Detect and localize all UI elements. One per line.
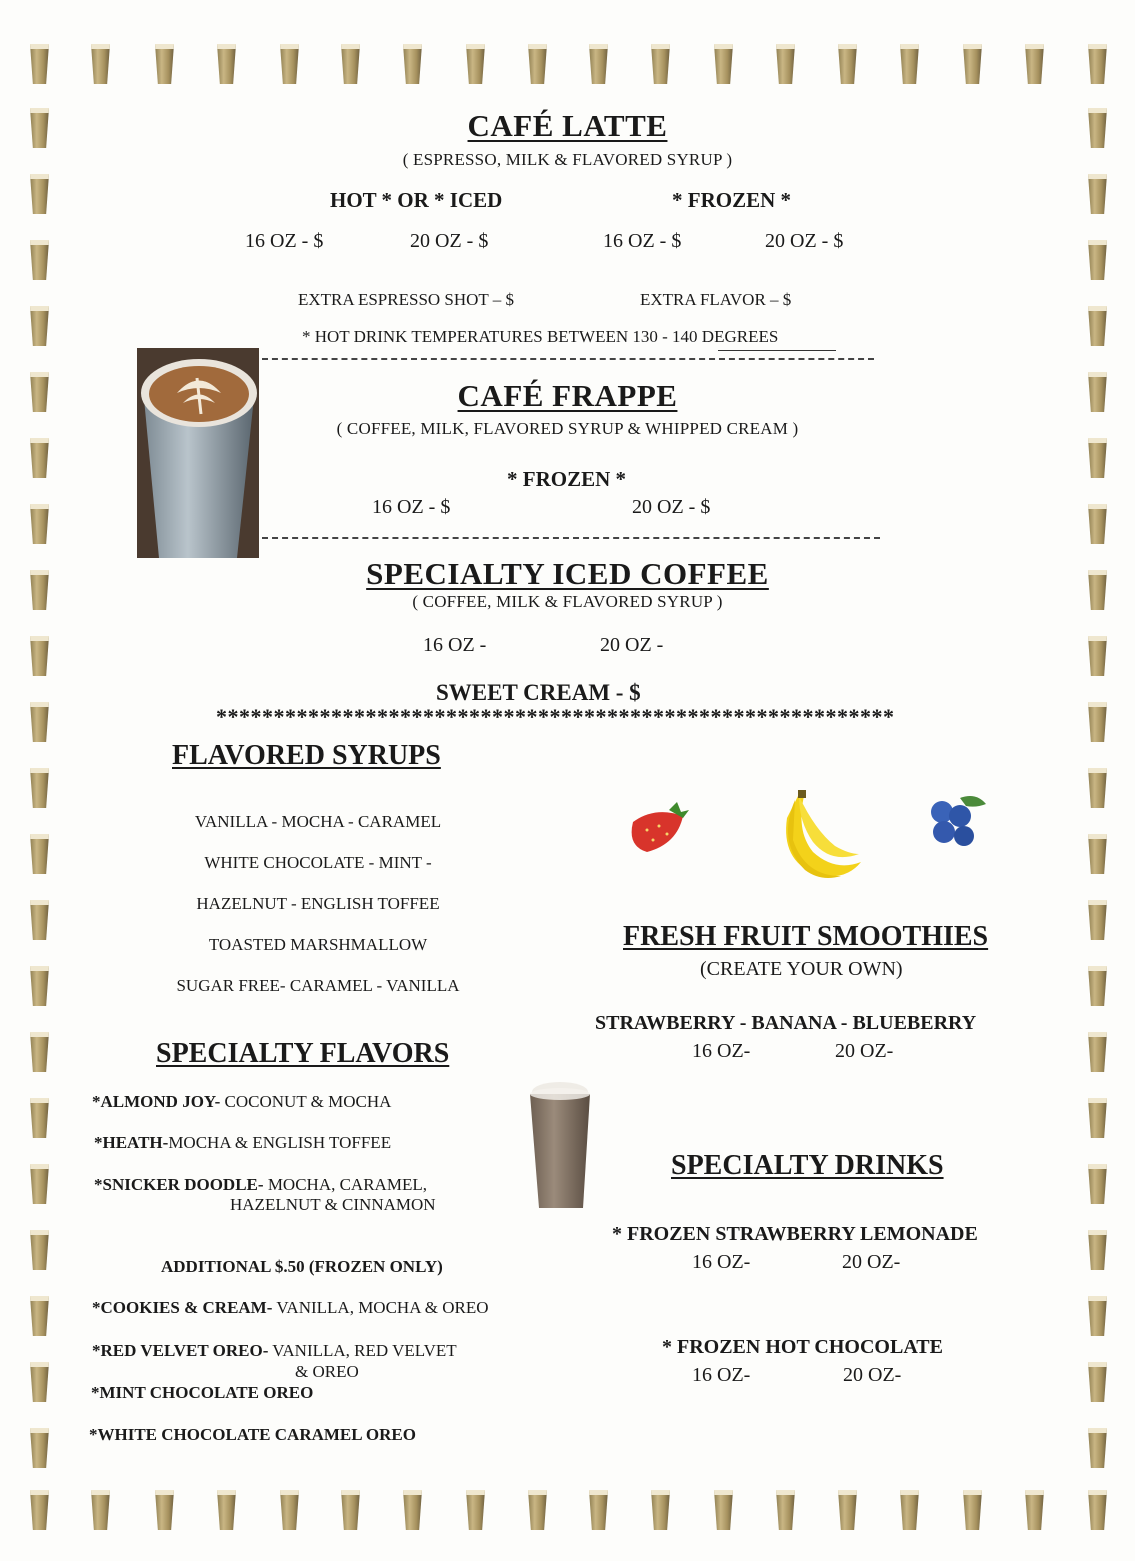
coffee-cup-icon bbox=[651, 1490, 670, 1530]
syrup-line: VANILLA - MOCHA - CARAMEL bbox=[194, 812, 442, 831]
coffee-cup-icon bbox=[776, 1490, 795, 1530]
frappe-16: 16 OZ - $ bbox=[372, 496, 451, 518]
coffee-cup-icon bbox=[30, 702, 49, 742]
coffee-cup-icon bbox=[963, 44, 982, 84]
latte-hot-20: 20 OZ - $ bbox=[410, 230, 489, 252]
coffee-cup-icon bbox=[1088, 1230, 1107, 1270]
coffee-cup-icon bbox=[30, 834, 49, 874]
frappe-cup-photo bbox=[525, 1080, 595, 1210]
coffee-cup-icon bbox=[341, 1490, 360, 1530]
latte-frozen-16: 16 OZ - $ bbox=[603, 230, 682, 252]
hot-chocolate-16: 16 OZ- bbox=[692, 1364, 751, 1386]
coffee-cup-icon bbox=[30, 966, 49, 1006]
temperature-underline bbox=[718, 350, 836, 351]
lemonade-16: 16 OZ- bbox=[692, 1251, 751, 1273]
extra-flavor: EXTRA FLAVOR – $ bbox=[640, 290, 792, 309]
flavor-snicker-doodle: *SNICKER DOODLE- MOCHA, CARAMEL, bbox=[94, 1175, 427, 1194]
coffee-cup-icon bbox=[30, 1428, 49, 1468]
coffee-cup-icon bbox=[30, 1164, 49, 1204]
syrups-title: FLAVORED SYRUPS bbox=[172, 740, 441, 771]
coffee-cup-icon bbox=[30, 768, 49, 808]
coffee-cup-icon bbox=[30, 306, 49, 346]
latte-hot-16: 16 OZ - $ bbox=[245, 230, 324, 252]
additional-charge: ADDITIONAL $.50 (FROZEN ONLY) bbox=[161, 1257, 443, 1276]
coffee-cup-icon bbox=[91, 1490, 110, 1530]
coffee-cup-icon bbox=[900, 1490, 919, 1530]
coffee-cup-icon bbox=[1088, 174, 1107, 214]
coffee-cup-icon bbox=[403, 1490, 422, 1530]
coffee-cup-icon bbox=[900, 44, 919, 84]
coffee-cup-icon bbox=[528, 44, 547, 84]
coffee-cup-icon bbox=[466, 44, 485, 84]
coffee-cup-icon bbox=[1088, 900, 1107, 940]
frappe-frozen-label: * FROZEN * bbox=[507, 467, 627, 491]
coffee-cup-icon bbox=[30, 174, 49, 214]
coffee-cup-icon bbox=[280, 1490, 299, 1530]
coffee-cup-icon bbox=[30, 636, 49, 676]
coffee-cup-icon bbox=[1088, 1098, 1107, 1138]
flavor-white-chocolate-caramel-oreo: *WHITE CHOCOLATE CARAMEL OREO bbox=[89, 1425, 416, 1444]
strawberry-icon bbox=[625, 800, 691, 856]
coffee-cup-icon bbox=[1088, 834, 1107, 874]
coffee-cup-icon bbox=[776, 44, 795, 84]
coffee-cup-icon bbox=[589, 1490, 608, 1530]
iced-16: 16 OZ - bbox=[423, 634, 487, 656]
specialty-flavors-title: SPECIALTY FLAVORS bbox=[156, 1038, 450, 1069]
divider-1 bbox=[262, 358, 874, 360]
iced-coffee-title: SPECIALTY ICED COFFEE bbox=[366, 556, 769, 591]
coffee-cup-icon bbox=[341, 44, 360, 84]
coffee-cup-icon bbox=[1088, 504, 1107, 544]
star-separator: *********************************************************** bbox=[216, 704, 895, 729]
specialty-drinks-title: SPECIALTY DRINKS bbox=[671, 1150, 944, 1181]
coffee-cup-icon bbox=[30, 1296, 49, 1336]
flavor-mint-chocolate-oreo: *MINT CHOCOLATE OREO bbox=[91, 1383, 314, 1402]
coffee-cup-icon bbox=[30, 1032, 49, 1072]
syrup-line: TOASTED MARSHMALLOW bbox=[208, 935, 428, 954]
coffee-cup-icon bbox=[714, 44, 733, 84]
coffee-cup-icon bbox=[403, 44, 422, 84]
coffee-cup-icon bbox=[1088, 240, 1107, 280]
coffee-cup-icon bbox=[155, 1490, 174, 1530]
syrup-line: WHITE CHOCOLATE - MINT - bbox=[204, 853, 432, 872]
coffee-cup-icon bbox=[30, 504, 49, 544]
latte-frozen-label: * FROZEN * bbox=[672, 188, 792, 212]
hot-chocolate-20: 20 OZ- bbox=[843, 1364, 902, 1386]
coffee-cup-icon bbox=[280, 44, 299, 84]
flavor-red-velvet-oreo: *RED VELVET OREO- VANILLA, RED VELVET bbox=[92, 1341, 457, 1360]
coffee-cup-icon bbox=[1088, 1428, 1107, 1468]
coffee-cup-icon bbox=[1088, 636, 1107, 676]
coffee-cup-icon bbox=[1088, 1032, 1107, 1072]
flavor-heath: *HEATH-MOCHA & ENGLISH TOFFEE bbox=[94, 1133, 392, 1152]
coffee-cup-icon bbox=[91, 44, 110, 84]
coffee-cup-icon bbox=[1088, 44, 1107, 84]
coffee-cup-icon bbox=[30, 44, 49, 84]
sweet-cream: SWEET CREAM - $ bbox=[436, 680, 641, 705]
coffee-cup-icon bbox=[30, 1098, 49, 1138]
coffee-cup-icon bbox=[1088, 1164, 1107, 1204]
coffee-cup-icon bbox=[589, 44, 608, 84]
smoothies-title: FRESH FRUIT SMOOTHIES bbox=[623, 921, 989, 952]
latte-frozen-20: 20 OZ - $ bbox=[765, 230, 844, 252]
coffee-cup-icon bbox=[838, 1490, 857, 1530]
frappe-20: 20 OZ - $ bbox=[632, 496, 711, 518]
coffee-cup-icon bbox=[1025, 1490, 1044, 1530]
flavor-almond-joy: *ALMOND JOY- COCONUT & MOCHA bbox=[92, 1092, 392, 1111]
iced-coffee-subtitle: ( COFFEE, MILK & FLAVORED SYRUP ) bbox=[412, 592, 723, 611]
flavor-cookies-cream: *COOKIES & CREAM- VANILLA, MOCHA & OREO bbox=[92, 1298, 489, 1317]
coffee-cup-icon bbox=[1088, 768, 1107, 808]
coffee-cup-icon bbox=[1088, 1362, 1107, 1402]
coffee-cup-icon bbox=[155, 44, 174, 84]
smoothies-subtitle: (CREATE YOUR OWN) bbox=[700, 958, 903, 980]
smoothie-16: 16 OZ- bbox=[692, 1040, 751, 1062]
divider-2 bbox=[262, 537, 880, 539]
frappe-title: CAFÉ FRAPPE bbox=[457, 378, 678, 413]
latte-title: CAFÉ LATTE bbox=[467, 108, 668, 143]
lemonade-20: 20 OZ- bbox=[842, 1251, 901, 1273]
red-velvet-cont: & OREO bbox=[295, 1362, 359, 1381]
syrup-line: HAZELNUT - ENGLISH TOFFEE bbox=[196, 894, 440, 913]
coffee-cup-icon bbox=[1088, 966, 1107, 1006]
latte-subtitle: ( ESPRESSO, MILK & FLAVORED SYRUP ) bbox=[402, 150, 733, 169]
coffee-cup-icon bbox=[1088, 306, 1107, 346]
coffee-cup-icon bbox=[1025, 44, 1044, 84]
syrups-list bbox=[148, 812, 488, 1017]
coffee-cup-icon bbox=[30, 1362, 49, 1402]
coffee-cup-icon bbox=[30, 900, 49, 940]
snicker-doodle-cont: HAZELNUT & CINNAMON bbox=[230, 1195, 436, 1214]
banana-icon bbox=[765, 790, 865, 885]
coffee-cup-icon bbox=[838, 44, 857, 84]
temperature-note: * HOT DRINK TEMPERATURES BETWEEN 130 - 140 DEGREES bbox=[302, 327, 779, 346]
coffee-cup-icon bbox=[1088, 1490, 1107, 1530]
coffee-cup-icon bbox=[1088, 1296, 1107, 1336]
coffee-cup-icon bbox=[217, 1490, 236, 1530]
smoothie-20: 20 OZ- bbox=[835, 1040, 894, 1062]
blueberry-icon bbox=[920, 792, 990, 852]
coffee-cup-icon bbox=[30, 1230, 49, 1270]
coffee-cup-icon bbox=[714, 1490, 733, 1530]
coffee-cup-icon bbox=[217, 44, 236, 84]
latte-hot-label: HOT * OR * ICED bbox=[330, 188, 503, 212]
smoothie-fruits: STRAWBERRY - BANANA - BLUEBERRY bbox=[595, 1012, 977, 1034]
coffee-cup-icon bbox=[30, 240, 49, 280]
frozen-strawberry-lemonade: * FROZEN STRAWBERRY LEMONADE bbox=[612, 1223, 978, 1245]
coffee-cup-icon bbox=[528, 1490, 547, 1530]
frappe-subtitle: ( COFFEE, MILK, FLAVORED SYRUP & WHIPPED CREAM ) bbox=[336, 419, 799, 438]
coffee-cup-icon bbox=[963, 1490, 982, 1530]
coffee-cup-icon bbox=[1088, 702, 1107, 742]
extra-espresso-shot: EXTRA ESPRESSO SHOT – $ bbox=[298, 290, 515, 309]
coffee-cup-icon bbox=[30, 438, 49, 478]
coffee-cup-icon bbox=[30, 1490, 49, 1530]
coffee-cup-icon bbox=[1088, 438, 1107, 478]
syrup-line: SUGAR FREE- CARAMEL - VANILLA bbox=[176, 976, 460, 995]
frozen-hot-chocolate: * FROZEN HOT CHOCOLATE bbox=[662, 1336, 943, 1358]
coffee-cup-icon bbox=[651, 44, 670, 84]
iced-20: 20 OZ - bbox=[600, 634, 664, 656]
coffee-cup-icon bbox=[466, 1490, 485, 1530]
